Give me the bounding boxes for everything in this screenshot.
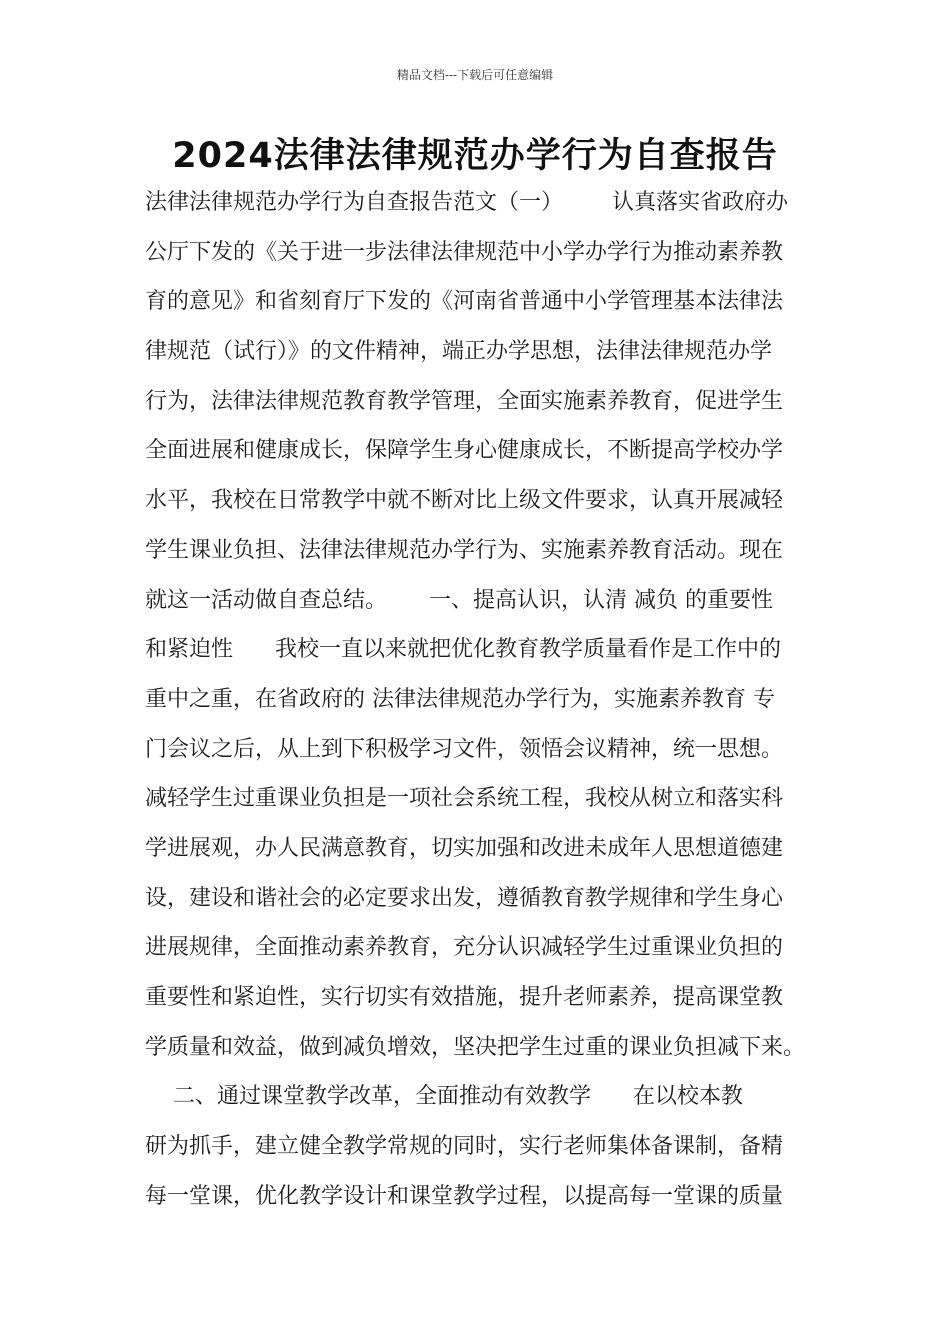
body-line: 全面进展和健康成长，保障学生身心健康成长，不断提高学校办学 bbox=[145, 438, 784, 464]
body-line: 学进展观，办人民满意教育，切实加强和改进未成年人思想道德建 bbox=[145, 835, 784, 861]
body-line: 重中之重，在省政府的 法律法律规范办学行为，实施素养教育 专 bbox=[145, 686, 775, 712]
body-line: 设，建设和谐社会的必定要求出发，遵循教育教学规律和学生身心 bbox=[145, 885, 784, 911]
body-line: 行为，法律法律规范教育教学管理，全面实施素养教育，促进学生 bbox=[145, 388, 784, 414]
document-body bbox=[145, 178, 815, 1221]
body-line: 重要性和紧迫性，实行切实有效措施，提升老师素养，提高课堂教 bbox=[145, 985, 784, 1010]
body-line: 律规范（试行）》的文件精神，端正办学思想，法律法律规范办学 bbox=[145, 339, 773, 365]
body-line: 和紧迫性 我校一直以来就把优化教育教学质量看作是工作中的 bbox=[145, 637, 781, 663]
body-line: 学质量和效益，做到减负增效，坚决把学生过重的课业负担减下来。 bbox=[145, 1034, 806, 1060]
body-line: 二、通过课堂教学改革，全面推动有效教学 在以校本教 bbox=[145, 1084, 743, 1110]
body-line: 水平，我校在日常教学中就不断对比上级文件要求，认真开展减轻 bbox=[145, 488, 784, 514]
body-line: 每一堂课，优化教学设计和课堂教学过程，以提高每一堂课的质量 bbox=[145, 1183, 784, 1209]
body-line: 进展规律，全面推动素养教育，充分认识减轻学生过重课业负担的 bbox=[145, 935, 784, 961]
body-line: 研为抓手，建立健全教学常规的同时，实行老师集体备课制，备精 bbox=[145, 1134, 784, 1160]
body-line: 法律法律规范办学行为自查报告范文（一） 认真落实省政府办 bbox=[145, 190, 788, 215]
body-line: 减轻学生过重课业负担是一项社会系统工程，我校从树立和落实科 bbox=[145, 786, 784, 812]
body-line: 就这一活动做自查总结。 一、提高认识，认清 减负 的重要性 bbox=[145, 587, 773, 613]
body-line: 学生课业负担、法律法律规范办学行为、实施素养教育活动。现在 bbox=[145, 537, 784, 563]
body-line: 公厅下发的《关于进一步法律法律规范中小学办学行为推动素养教 bbox=[145, 239, 784, 265]
body-line: 育的意见》和省刻育厅下发的《河南省普通中小学管理基本法律法 bbox=[145, 289, 784, 315]
header-note: 精品文档---下载后可任意编辑 bbox=[396, 68, 554, 82]
document-title: 2024法律法律规范办学行为自查报告 bbox=[172, 136, 778, 176]
body-line: 门会议之后，从上到下积极学习文件，领悟会议精神，统一思想。 bbox=[145, 736, 784, 762]
